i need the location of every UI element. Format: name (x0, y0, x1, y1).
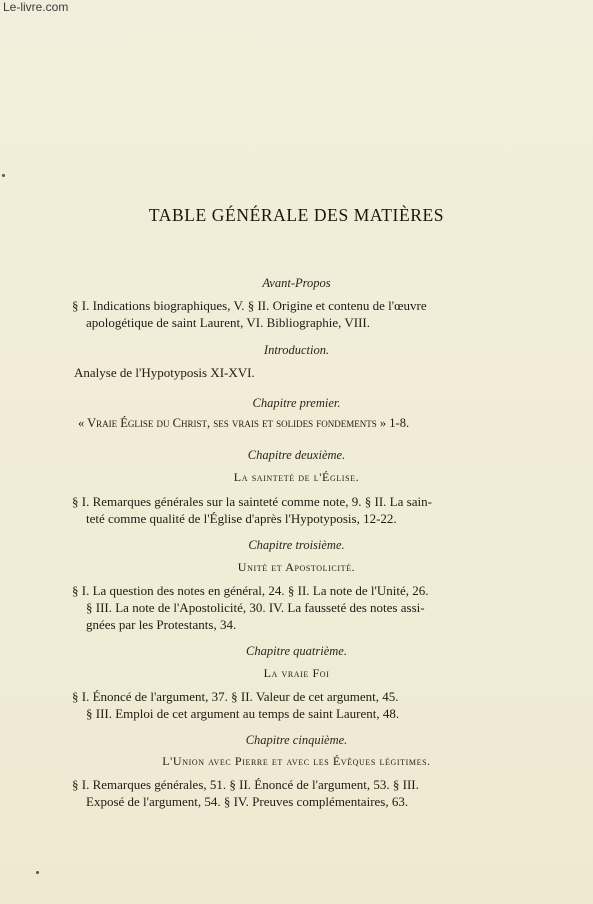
section-subheading-chapitre-deuxieme: La sainteté de l'Église. (233, 470, 360, 484)
section-heading-chapitre-troisieme: Chapitre troisième. (248, 538, 345, 552)
text-line: apologétique de saint Laurent, VI. Bibliographie, VIII. (86, 315, 371, 330)
section-heading-introduction: Introduction. (263, 343, 330, 357)
text-line: gnées par les Protestants, 34. (86, 617, 237, 632)
text-line: « Vraie Église du Christ, ses vrais et solides fondements » 1-8. (78, 416, 410, 430)
section-text-introduction (74, 364, 474, 381)
section-text-avant-propos (72, 297, 472, 331)
text-line: Analyse de l'Hypotyposis XI-XVI. (74, 365, 255, 380)
section-text-chapitre-quatrieme (72, 688, 472, 722)
text-line: § I. Énoncé de l'argument, 37. § II. Valeur de cet argument, 45. (72, 689, 399, 704)
text-line: § I. Remarques générales, 51. § II. Énoncé de l'argument, 53. § III. (72, 777, 419, 792)
section-subheading-chapitre-quatrieme: La vraie Foi (263, 666, 330, 680)
page-title: TABLE GÉNÉRALE DES MATIÈRES (148, 205, 445, 225)
text-line: § I. La question des notes en général, 24. § II. La note de l'Unité, 26. (72, 583, 429, 598)
scan-speck (2, 174, 5, 177)
section-text-chapitre-troisieme (72, 582, 472, 633)
watermark: Le-livre.com (3, 0, 69, 14)
text-line: § I. Indications biographiques, V. § II. Origine et contenu de l'œuvre (72, 298, 427, 313)
section-heading-chapitre-quatrieme: Chapitre quatrième. (246, 644, 347, 658)
section-heading-chapitre-deuxieme: Chapitre deuxième. (247, 448, 346, 462)
text-line: § III. La note de l'Apostolicité, 30. IV. La fausseté des notes assi- (86, 600, 425, 615)
text-line: Exposé de l'argument, 54. § IV. Preuves complémentaires, 63. (86, 794, 409, 809)
text-line: § III. Emploi de cet argument au temps de saint Laurent, 48. (86, 706, 400, 721)
text-line: teté comme qualité de l'Église d'après l'Hypotyposis, 12-22. (86, 511, 397, 526)
section-text-chapitre-premier (78, 415, 478, 432)
scan-speck (36, 871, 39, 874)
section-text-chapitre-cinquieme (72, 776, 472, 810)
section-heading-chapitre-cinquieme: Chapitre cinquième. (245, 733, 348, 747)
section-heading-avant-propos: Avant-Propos (262, 276, 331, 290)
section-text-chapitre-deuxieme (72, 493, 472, 527)
section-subheading-chapitre-troisieme: Unité et Apostolicité. (237, 560, 356, 574)
section-subheading-chapitre-cinquieme: L'Union avec Pierre et avec les Évêques légitimes. (162, 754, 431, 768)
section-heading-chapitre-premier: Chapitre premier. (252, 396, 341, 410)
text-line: § I. Remarques générales sur la sainteté comme note, 9. § II. La sain- (72, 494, 432, 509)
